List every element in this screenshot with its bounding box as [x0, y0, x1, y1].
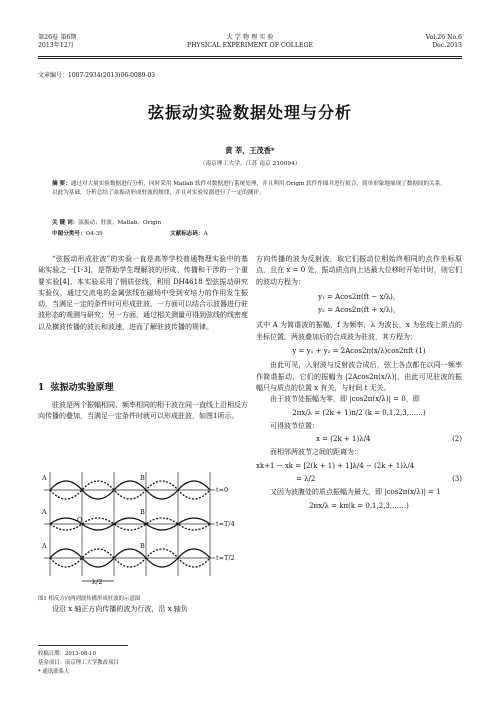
- equation-y1: y₁ = Acos2π(ft − x/λ)，: [318, 292, 400, 301]
- article-number: 文章编号：1007-2934(2013)06-0089-03: [38, 72, 156, 79]
- authors: 黄 莘，王茂香*: [225, 146, 275, 155]
- right-column: [256, 254, 462, 514]
- document-code: [170, 229, 208, 237]
- left-last-line: [38, 604, 248, 615]
- volume-issue: 第26卷 第6期: [38, 34, 77, 41]
- fund-note: 基金项目：南京理工大学教改项目: [38, 660, 119, 666]
- section-number: 1: [38, 383, 45, 393]
- point-label-b1: B: [140, 474, 145, 482]
- intro-text: “弦振动形成驻波”的实验一直是高等学校普通物理实验中的基础实验之一[1-3]，是帮助学生理解波的形成、传播和干涉的一个重要实验[4]。本实验采用了钢质弦线，利用 DH4618 型弦振动研究实验仪，通过交流电的金属弦线在磁场中受到安培力的作用发生振动，当满足一定的条件时可形成驻波，一方面可以结合示波器进行驻波形态的观测与研究；另一方面，通过相关测量可得到弦线的线密度以及横波传播的波长和波速，进而了解驻波传播的规律。: [38, 255, 248, 331]
- issue-date-en: Dec.2013: [432, 42, 462, 49]
- intro-paragraph: [38, 254, 248, 333]
- equation-y2: y₂ = Acos2π(ft + x/λ)，: [318, 306, 400, 315]
- point-label-o: O: [77, 516, 83, 524]
- footnote-rule: [38, 645, 128, 646]
- equation-antinode-condition: 2πx/λ = kπ(k = 0,1,2,3,……): [309, 501, 409, 510]
- journal-header: [38, 34, 462, 54]
- section-paragraph: [38, 400, 248, 423]
- standing-wave-figure: [40, 466, 245, 588]
- equation-3a: xk+1 − xk = [2(k + 1) + 1]λ/4 − (2k + 1)λ/4: [256, 461, 415, 470]
- doc-code-label: 文献标志码：: [170, 231, 204, 237]
- classification: [52, 229, 103, 237]
- point-label-a1: A: [42, 474, 47, 482]
- equation-1: y = y₁ + y₂ = 2Acos2π(x/λ)cos2πft (1): [292, 347, 426, 356]
- right-p5: 可得波节位置：: [270, 421, 319, 430]
- section-title: 弦振动实验原理: [50, 383, 114, 393]
- classification-label: 中图分类号：: [52, 231, 86, 237]
- right-p4: 由于波节处振幅为零，即 |cos2π(x/λ)| = 0，即: [270, 395, 420, 404]
- corresponding-author: * 通讯联系人: [38, 669, 70, 675]
- footnotes: [38, 650, 248, 677]
- right-p7: 又因为波腹处的质点振幅为最大，即 |cos2π(x/λ)| = 1: [270, 488, 441, 497]
- right-p2: 式中 A 为简谐波的振幅，f 为频率，λ 为波长，x 为弦线上质点的坐标位置。两波叠加后的合成波为驻波，其方程为：: [256, 321, 462, 341]
- received-date: 收稿日期：2013-08-10: [38, 651, 97, 657]
- point-label-a2: A: [42, 508, 47, 516]
- section-text: 驻波是两个振幅相同、频率相同的相干波在同一直线上沿相反方向传播的叠加，当满足一定条件时就可以形成驻波，如图1所示。: [38, 401, 248, 421]
- right-p6: 而相邻两波节之间的距离为：: [270, 448, 361, 457]
- equation-2-row: [256, 434, 462, 445]
- abstract: [52, 180, 450, 198]
- volume-issue-en: Vol.26 No.6: [425, 34, 462, 41]
- point-label-b3: B: [140, 542, 145, 550]
- right-p3: 由此可见，入射波与反射波合成后，弦上各点都在以同一频率作简谐振动，它们的振幅为 |2Acos2π(x/λ)|，由此可见驻波的振幅只与质点的位置 x 有关，与时间 t 无关。: [256, 361, 462, 392]
- equation-3-number: (3): [452, 475, 462, 484]
- point-label-a3: A: [42, 542, 47, 550]
- journal-name-cn: 大 学 物 理 实 验: [226, 34, 274, 41]
- affiliation: （南京理工大学，江苏 南京 210094）: [199, 161, 301, 167]
- equation-3: = λ/2: [296, 475, 316, 484]
- header-right: [426, 34, 462, 50]
- half-wavelength-label: λ/2: [92, 578, 103, 586]
- point-label-b2: B: [140, 508, 145, 516]
- keywords: [52, 218, 161, 226]
- right-p1: 方向传播的波为反射波，取它们振动位相始终相同的点作坐标原点，且在 x = 0 处，振动质点向上达最大位移时开始计时，则它们的波动方程为：: [256, 255, 462, 286]
- header-rule-1: [38, 56, 462, 57]
- keywords-text: 弦振动；驻波；Matlab；Origin: [78, 220, 162, 226]
- classification-text: O4-39: [85, 231, 103, 237]
- doc-code-text: A: [203, 231, 208, 237]
- journal-name-en: PHYSICAL EXPERIMENT OF COLLEGE: [186, 42, 313, 49]
- equation-node-condition: 2πx/λ = (2k + 1)π/2 (k = 0,1,2,3,……): [292, 408, 426, 417]
- time-label-3: t=T/2: [216, 554, 235, 562]
- time-label-1: t=0: [216, 486, 229, 494]
- header-rule-2: [38, 58, 462, 59]
- time-label-2: t=T/4: [216, 520, 235, 528]
- keywords-label: 关 键 词：: [52, 220, 79, 226]
- equation-2-number: (2): [452, 435, 462, 444]
- equation-3-row: [256, 474, 462, 485]
- figure-grid: [44, 472, 215, 576]
- header-center: [38, 34, 462, 50]
- figure-caption: 图1 相反方向两列波传播形成驻波的示意图: [38, 596, 141, 602]
- issue-date: 2013年12月: [38, 42, 74, 49]
- abstract-label: 摘 要：: [52, 181, 71, 187]
- section-heading: [38, 380, 114, 393]
- left-last-text: 设沿 x 轴正方向传播的波为行波，沿 x 轴负: [52, 605, 188, 613]
- equation-2: x = (2k + 1)λ/4: [316, 435, 371, 444]
- abstract-text: 通过对大量实验数据进行分析，同时采用 Matlab 软件对数据进行系统处理，并且利用 Origin 软件作图并进行拟合，简单形象地展现了数据间的关系。以此为基础，分析总结了弦振动形成驻波的规律，并且对实验仪器进行了一定的测评。: [52, 181, 446, 196]
- paper-title: 弦振动实验数据处理与分析: [147, 103, 352, 122]
